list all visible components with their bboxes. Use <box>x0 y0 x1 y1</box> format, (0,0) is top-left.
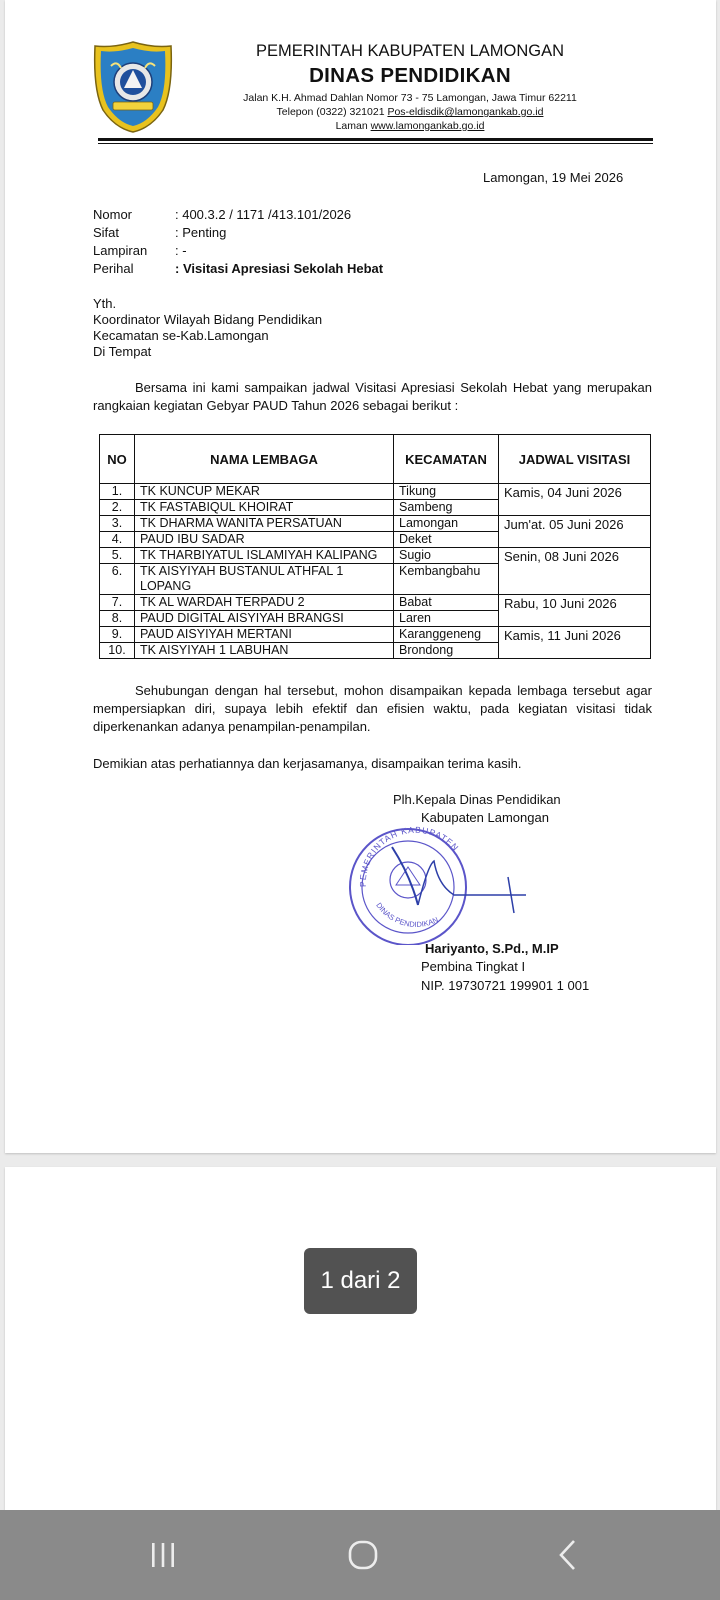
row-name: TK KUNCUP MEKAR <box>135 484 394 500</box>
document-page-1 <box>5 0 716 1153</box>
schedule-cell: Kamis, 11 Juni 2026 <box>499 627 651 659</box>
meta-label-perihal: Perihal <box>93 261 134 276</box>
signatory-name: Hariyanto, S.Pd., M.IP <box>425 941 559 956</box>
row-no: 1. <box>100 484 135 500</box>
meta-value-sifat: : Penting <box>175 225 227 240</box>
row-name: TK AISYIYAH 1 LABUHAN <box>135 643 394 659</box>
header-no: NO <box>100 435 135 484</box>
letterhead-rule-thick <box>98 138 653 141</box>
body-paragraph: Sehubungan dengan hal tersebut, mohon disampaikan kepada lembaga tersebut agar mempersiapkan diri, supaya lebih efektif dan efisien waktu, pada kegiatan visitasi tidak diperkenankan adanya penampilan-penampilan. <box>93 683 652 734</box>
row-no: 9. <box>100 627 135 643</box>
signatory-rank: Pembina Tingkat I <box>421 959 526 974</box>
stamp-inner-text: DINAS PENDIDIKAN <box>374 900 440 929</box>
document-page-2 <box>5 1167 716 1510</box>
row-kecamatan: Tikung <box>394 484 499 500</box>
table-row <box>100 516 651 532</box>
page-indicator: 1 dari 2 <box>304 1248 417 1314</box>
row-no: 7. <box>100 595 135 611</box>
schedule-table <box>99 434 651 659</box>
web-label: Laman <box>335 120 371 132</box>
signatory-nip: NIP. 19730721 199901 1 001 <box>421 978 590 993</box>
letterhead-government: PEMERINTAH KABUPATEN LAMONGAN <box>255 42 565 60</box>
letterhead-department: DINAS PENDIDIKAN <box>309 64 511 87</box>
meta-label-sifat: Sifat <box>93 225 120 240</box>
row-kecamatan: Lamongan <box>394 516 499 532</box>
schedule-cell: Kamis, 04 Juni 2026 <box>499 484 651 516</box>
row-kecamatan: Babat <box>394 595 499 611</box>
svg-text:PEMERINTAH KABUPATEN LAMONGAN <box>348 825 461 887</box>
system-navigation-bar <box>0 1510 720 1600</box>
home-button[interactable] <box>333 1530 393 1580</box>
recipient-line-2: Koordinator Wilayah Bidang Pendidikan <box>93 312 323 327</box>
signatory-title-1: Plh.Kepala Dinas Pendidikan <box>393 792 561 807</box>
row-name: PAUD IBU SADAR <box>135 532 394 548</box>
letterhead-contact <box>100 106 720 118</box>
row-no: 4. <box>100 532 135 548</box>
meta-value-lampiran: : - <box>175 243 187 258</box>
row-name: TK AL WARDAH TERPADU 2 <box>135 595 394 611</box>
row-name: TK FASTABIQUL KHOIRAT <box>135 500 394 516</box>
row-no: 8. <box>100 611 135 627</box>
row-name: PAUD DIGITAL AISYIYAH BRANGSI <box>135 611 394 627</box>
closing-paragraph: Demikian atas perhatiannya dan kerjasamanya, disampaikan terima kasih. <box>93 756 522 771</box>
table-row <box>100 484 651 500</box>
row-kecamatan: Sambeng <box>394 500 499 516</box>
recent-apps-button[interactable] <box>133 1530 193 1580</box>
schedule-cell: Jum'at. 05 Juni 2026 <box>499 516 651 548</box>
back-icon <box>553 1537 583 1573</box>
row-kecamatan: Laren <box>394 611 499 627</box>
row-kecamatan: Sugio <box>394 548 499 564</box>
recipient-line-4: Di Tempat <box>93 344 152 359</box>
recent-apps-icon <box>146 1540 180 1570</box>
intro-paragraph: Bersama ini kami sampaikan jadwal Visitasi Apresiasi Sekolah Hebat yang merupakan rangkaian kegiatan Gebyar PAUD Tahun 2026 sebagai berikut : <box>93 380 652 413</box>
row-name: PAUD AISYIYAH MERTANI <box>135 627 394 643</box>
letterhead-web <box>100 120 720 132</box>
row-no: 5. <box>100 548 135 564</box>
row-no: 6. <box>100 564 135 595</box>
table-header-row <box>100 435 651 484</box>
row-no: 2. <box>100 500 135 516</box>
meta-value-nomor: : 400.3.2 / 1171 /413.101/2026 <box>175 207 352 222</box>
header-kecamatan: KECAMATAN <box>394 435 499 484</box>
back-button[interactable] <box>538 1530 598 1580</box>
official-stamp <box>348 825 548 950</box>
phone-text: Telepon (0322) 321021 <box>276 106 388 118</box>
row-name: TK DHARMA WANITA PERSATUAN <box>135 516 394 532</box>
row-no: 3. <box>100 516 135 532</box>
meta-label-lampiran: Lampiran <box>93 243 148 258</box>
row-kecamatan: Kembangbahu <box>394 564 499 595</box>
letterhead-rule-thin <box>98 143 653 144</box>
header-nama-lembaga: NAMA LEMBAGA <box>135 435 394 484</box>
row-kecamatan: Karanggeneng <box>394 627 499 643</box>
row-kecamatan: Deket <box>394 532 499 548</box>
meta-value-perihal: : Visitasi Apresiasi Sekolah Hebat <box>175 261 384 276</box>
recipient-line-1: Yth. <box>93 296 117 311</box>
stamp-outer-text: PEMERINTAH KABUPATEN <box>357 825 462 888</box>
header-jadwal-visitasi: JADWAL VISITASI <box>499 435 651 484</box>
email-link[interactable]: Pos-eldisdik@lamongankab.go.id <box>387 106 544 118</box>
svg-text:DINAS PENDIDIKAN <box>374 901 439 929</box>
row-kecamatan: Brondong <box>394 643 499 659</box>
table-row <box>100 595 651 611</box>
place-date: Lamongan, 19 Mei 2026 <box>483 170 624 185</box>
table-row <box>100 627 651 643</box>
schedule-cell: Rabu, 10 Juni 2026 <box>499 595 651 627</box>
schedule-cell: Senin, 08 Juni 2026 <box>499 548 651 595</box>
row-no: 10. <box>100 643 135 659</box>
signatory-title-2: Kabupaten Lamongan <box>421 810 549 825</box>
recipient-line-3: Kecamatan se-Kab.Lamongan <box>93 328 269 343</box>
website-link[interactable]: www.lamongankab.go.id <box>370 120 485 132</box>
row-name: TK AISYIYAH BUSTANUL ATHFAL 1 LOPANG <box>135 564 394 595</box>
table-row <box>100 548 651 564</box>
meta-label-nomor: Nomor <box>93 207 133 222</box>
home-icon <box>346 1538 380 1572</box>
row-name: TK THARBIYATUL ISLAMIYAH KALIPANG <box>135 548 394 564</box>
letterhead-address: Jalan K.H. Ahmad Dahlan Nomor 73 - 75 Lamongan, Jawa Timur 62211 <box>243 92 577 104</box>
